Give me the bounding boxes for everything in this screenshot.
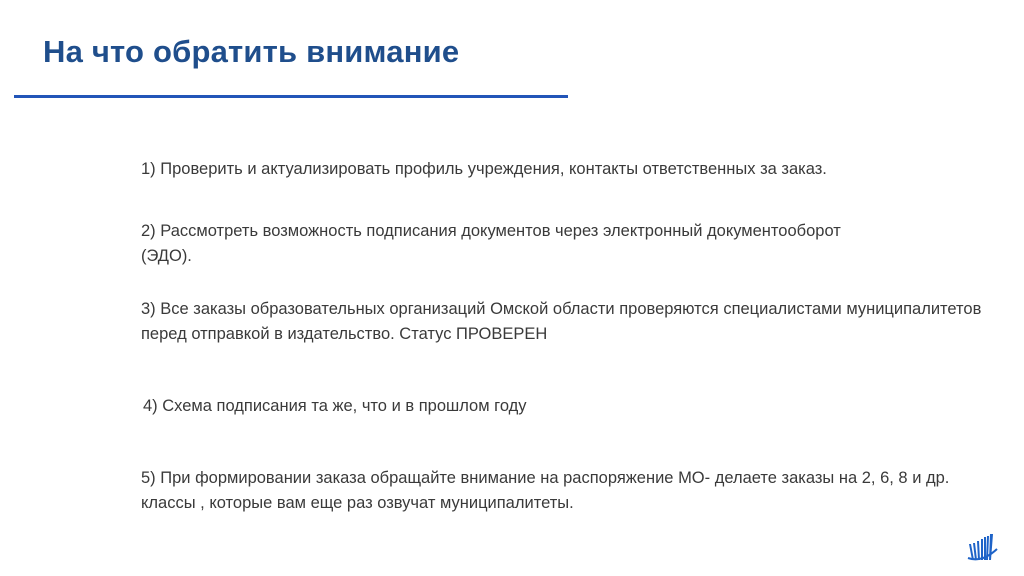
list-item-4: 4) Схема подписания та же, что и в прошлом году xyxy=(143,397,527,415)
list-item-3: 3) Все заказы образовательных организаций Омской области проверяются специалистами муниципалитетов перед отправкой в издательство. Статус ПРОВЕРЕН xyxy=(141,300,982,343)
list-item-5: 5) При формировании заказа обращайте внимание на распоряжение МО- делаете заказы на 2, 6, 8 и др. классы , которые вам еще раз озвучат муниципалитеты. xyxy=(141,469,950,512)
list-item-2: 2) Рассмотреть возможность подписания документов через электронный документооборот (ЭДО). xyxy=(141,222,841,265)
books-logo-icon xyxy=(966,532,1000,562)
title-underline xyxy=(14,95,568,98)
list-item-1: 1) Проверить и актуализировать профиль учреждения, контакты ответственных за заказ. xyxy=(141,160,827,178)
slide-title: На что обратить внимание xyxy=(43,34,460,69)
